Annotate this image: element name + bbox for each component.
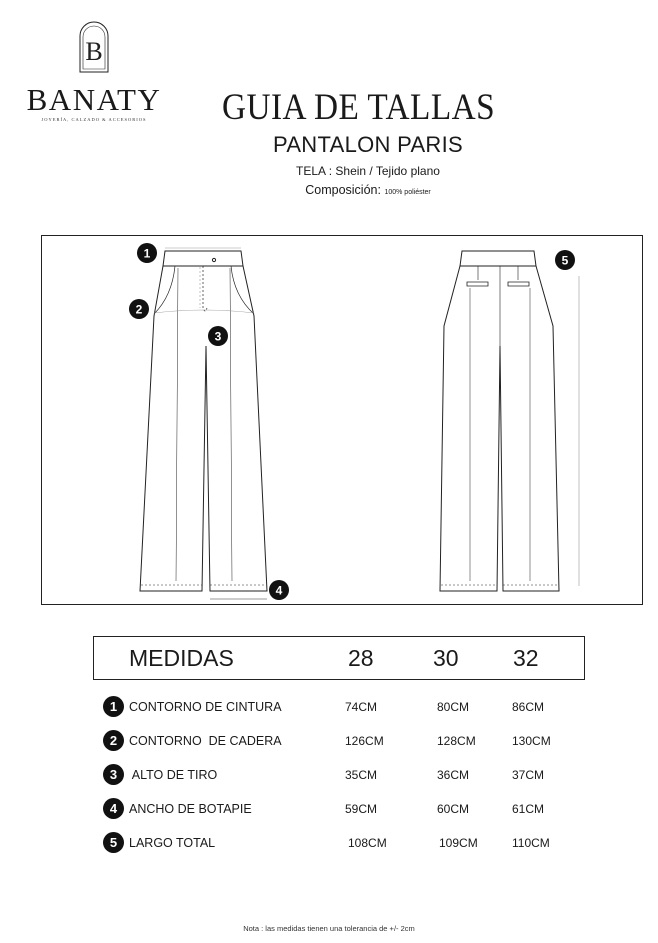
row-number-badge: 1	[103, 696, 124, 717]
marker-2	[129, 299, 149, 319]
front-view	[140, 248, 267, 599]
composition-label: Composición:	[305, 183, 381, 197]
row-value-32: 110CM	[512, 836, 550, 850]
front-pocket-left	[154, 266, 175, 314]
row-label: CONTORNO DE CINTURA	[129, 700, 282, 714]
diagram-markers	[129, 243, 575, 600]
row-value-30: 80CM	[437, 700, 470, 714]
front-pocket-right	[231, 266, 254, 314]
marker-4	[269, 580, 289, 600]
back-pocket-left	[467, 282, 488, 286]
product-name: PANTALON PARIS	[272, 132, 464, 157]
svg-text:1: 1	[143, 246, 151, 261]
marker-5	[555, 250, 575, 270]
row-value-30: 128CM	[437, 734, 476, 748]
row-label: LARGO TOTAL	[129, 836, 216, 850]
row-value-28: 35CM	[345, 768, 378, 782]
logo-monogram-icon	[74, 14, 114, 74]
back-waistband	[460, 251, 536, 266]
row-value-32: 86CM	[512, 700, 545, 714]
table-row	[103, 730, 603, 752]
row-number-badge: 5	[103, 832, 124, 853]
front-crease-right	[230, 268, 232, 581]
brand-tagline: JOYERÍA, CALZADO & ACCESORIOS	[41, 117, 147, 122]
measures-heading: MEDIDAS	[129, 645, 234, 671]
table-row	[103, 798, 603, 820]
table-row	[103, 696, 603, 718]
marker-1	[137, 243, 157, 263]
back-pocket-right	[508, 282, 529, 286]
row-value-32: 130CM	[512, 734, 551, 748]
row-number-badge: 4	[103, 798, 124, 819]
row-value-32: 61CM	[512, 802, 545, 816]
fabric-info: TELA : Shein / Tejido plano	[296, 164, 440, 178]
brand-logo	[14, 14, 174, 122]
back-outline	[440, 266, 559, 591]
row-number-badge: 3	[103, 764, 124, 785]
front-outline	[140, 266, 267, 591]
pants-diagram	[41, 235, 643, 605]
svg-text:4: 4	[275, 583, 283, 598]
front-fly	[203, 266, 207, 311]
row-label: ALTO DE TIRO	[129, 768, 218, 782]
back-view	[440, 251, 579, 591]
front-button	[212, 258, 215, 261]
size-28-heading: 28	[348, 645, 374, 671]
row-value-30: 36CM	[437, 768, 470, 782]
row-value-32: 37CM	[512, 768, 545, 782]
svg-text:5: 5	[561, 253, 569, 268]
table-row	[103, 764, 603, 786]
brand-name: BANATY	[26, 82, 162, 117]
row-label: ANCHO DE BOTAPIE	[129, 802, 252, 816]
front-crease-left	[176, 268, 178, 581]
size-32-heading: 32	[513, 645, 539, 671]
svg-text:2: 2	[135, 302, 143, 317]
page-title: GUIA DE TALLAS	[222, 87, 496, 128]
row-value-28: 74CM	[345, 700, 378, 714]
size-30-heading: 30	[433, 645, 459, 671]
marker-3	[208, 326, 228, 346]
front-waistband	[163, 251, 243, 266]
row-value-30: 60CM	[437, 802, 470, 816]
row-value-30: 109CM	[439, 836, 478, 850]
row-label: CONTORNO DE CADERA	[129, 734, 282, 748]
composition-value: 100% poliéster	[384, 189, 431, 196]
tolerance-note: Nota : las medidas tienen una tolerancia de +/- 2cm	[243, 924, 415, 933]
table-row	[103, 832, 603, 854]
row-value-28: 59CM	[345, 802, 378, 816]
composition-info	[240, 183, 496, 197]
svg-text:3: 3	[214, 329, 222, 344]
logo-initial: B	[85, 37, 103, 66]
size-table-header	[93, 636, 585, 680]
row-value-28: 108CM	[348, 836, 387, 850]
row-value-28: 126CM	[345, 734, 384, 748]
row-number-badge: 2	[103, 730, 124, 751]
pants-drawing	[42, 236, 642, 604]
